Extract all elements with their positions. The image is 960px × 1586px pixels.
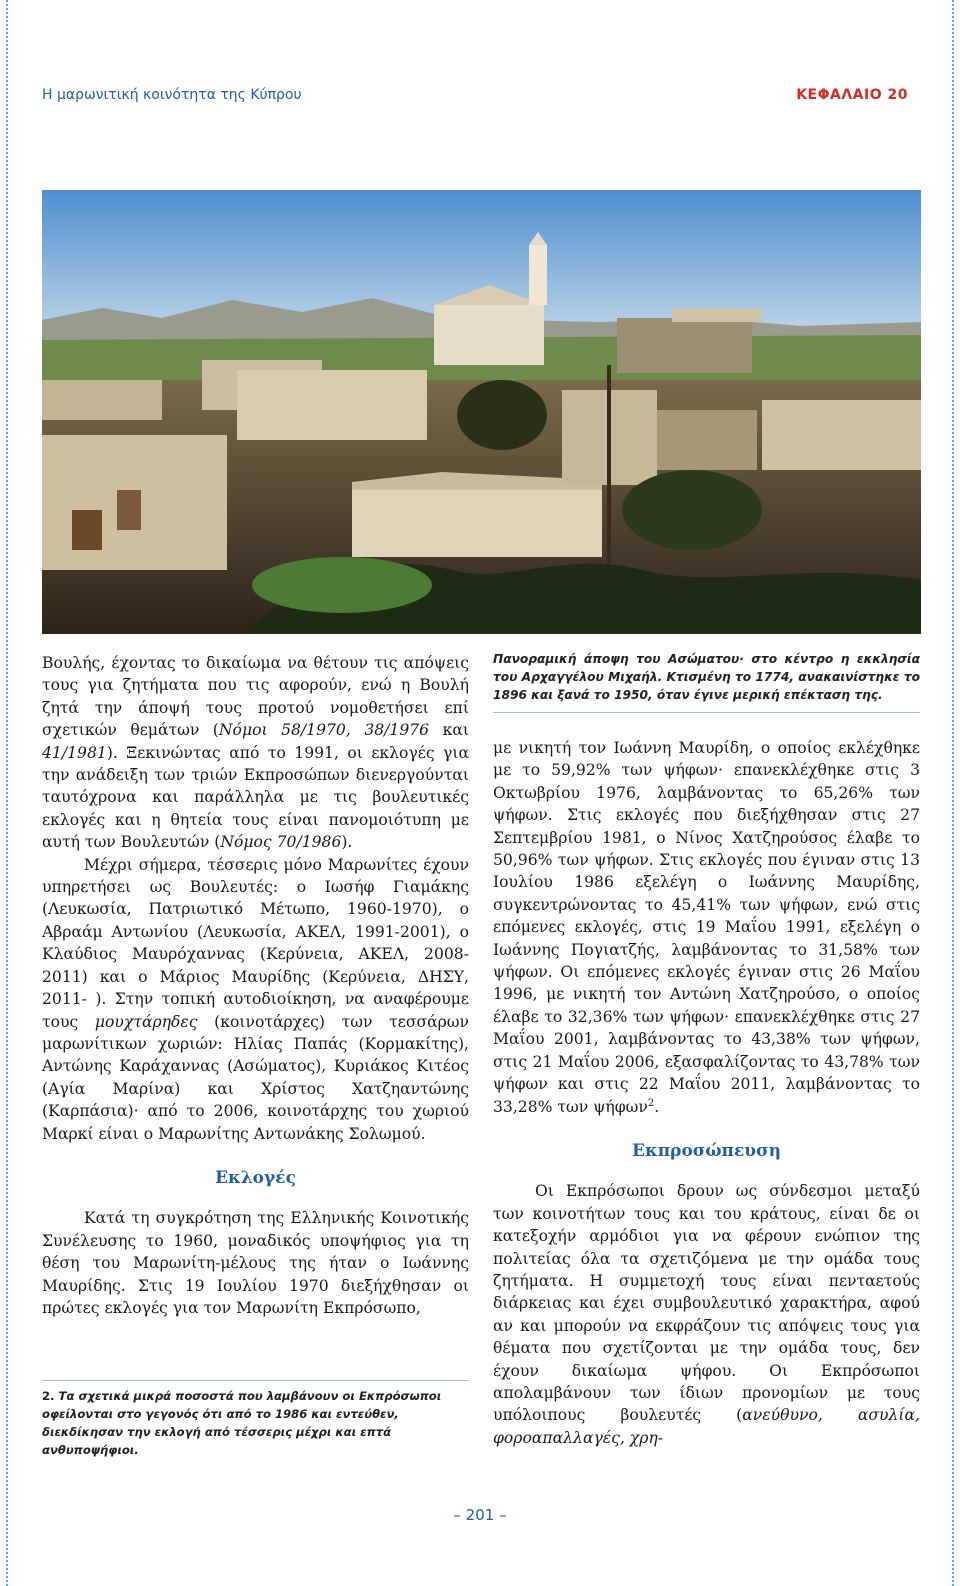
paragraph (42, 854, 469, 1145)
photo-caption: Πανοραμική άποψη του Ασώματου· στο κέντρο η εκκλησία του Αρχαγγέλου Μιχαήλ. Κτισμένη το 1774, ανακαινίστηκε το 1896 και ξανά το 1950, όταν έγινε μερική επέκταση της. (493, 652, 920, 702)
left-column (42, 652, 469, 1319)
page-number: – 201 – (453, 1506, 507, 1524)
emphasized-term: ανεύθυνο, ασυλία, φοροαπαλλαγές, χρη- (493, 1406, 920, 1447)
text-run: ). Ξεκινώντας από το 1991, οι εκλογές για την ανάδειξη των τριών Εκπροσώπων διενεργούνται ταυτόχρονα και παράλληλα με τις βουλευτικές εκλογές και η θητεία τους είναι πανομοιότυπη με αυτή των Βουλευτών ( (42, 743, 469, 852)
paragraph (493, 737, 920, 1118)
paragraph (42, 652, 469, 854)
law-reference: Νόμος 70/1986 (220, 833, 342, 852)
text-run: ). (341, 833, 353, 852)
village-panorama-photo (42, 190, 921, 634)
right-column (493, 737, 920, 1449)
section-heading-elections: Εκλογές (215, 1167, 296, 1188)
text-run: . (654, 1097, 660, 1116)
paragraph: Κατά τη συγκρότηση της Ελληνικής Κοινοτικής Συνέλευσης το 1960, μοναδικός υποψήφιος για τη θέση του Μαρωνίτη-μέλους της ήταν ο Ιωάννης Μαυρίδης. Στις 19 Ιουλίου 1970 διεξήχθησαν οι πρώτες εκλογές για τον Μαρωνίτη Εκπρόσωπο, (42, 1209, 469, 1317)
footnote (42, 1387, 469, 1459)
paragraph (493, 1180, 920, 1449)
text-run: και (429, 721, 470, 740)
text-run: Βουλής, έχοντας το δικαίωμα να θέτουν τις απόψεις τους για ζητήματα που τις αφορούν, ενώ η Βουλή ζητά την άποψή τους προτού νομοθετήσει επί σχετικών θεμάτων ( (42, 654, 469, 740)
page-border-left (6, 0, 8, 1586)
law-reference: Νόμοι 58/1970, 38/1976 (218, 721, 430, 740)
running-header-title: Η μαρωνιτική κοινότητα της Κύπρου (42, 87, 302, 103)
text-run: (κοινοτάρχες) των τεσσάρων μαρωνίτικων χωριών: Ηλίας Παπάς (Κορμακίτης), Αντώνης Καράχαννας (Ασώματος), Κυριάκος Κιτέος (Αγία Μαρίνα) και Χρίστος Χατζηαντώνης (Καρπάσια)· από το 2006, κοινοτάρχης του χωριού Μαρκί είναι ο Μαρωνίτης Αντωνάκης Σολωμού. (42, 1012, 469, 1143)
text-run: με νικητή τον Ιωάννη Μαυρίδη, ο οποίος εκλέχθηκε με το 59,92% των ψήφων· επανεκλέχθηκε στις 3 Οκτωβρίου 1976, λαμβάνοντας το 65,26% των ψήφων. Στις εκλογές που διεξήχθησαν στις 27 Σεπτεμβρίου 1981, ο Νίνος Χατζηρούσος έλαβε το 50,96% των ψήφων. Στις εκλογές που έγιναν στις 13 Ιουλίου 1986 εξελέγη ο Ιωάννης Μαυρίδης, συγκεντρώνοντας το 45,41% των ψήφων, ενώ στις επόμενες εκλογές, στις 19 Μαΐου 1991, εξελέγη ο Ιωάννης Πογιατζής, λαμβάνοντας το 31,58% των ψήφων. Οι επόμενες εκλογές έγιναν στις 26 Μαΐου 1996, με νικητή τον Αντώνη Χατζηρούσο, ο οποίος έλαβε το 32,36% των ψήφων· επανεκλέχθηκε στις 27 Μαΐου 2001, λαμβάνοντας το 43,38% των ψήφων, στις 21 Μαΐου 2006, εξασφαλίζοντας το 43,78% των ψήφων και στις 22 Μαΐου 2011, λαμβάνοντας το 33,28% των ψήφων (493, 739, 920, 1116)
footnote-text: Τα σχετικά μικρά ποσοστά που λαμβάνουν οι Εκπρόσωποι οφείλονται στο γεγονός ότι από το 1986 και εντεύθεν, διεκδίκησαν την εκλογή από τέσσερις μέχρι και επτά ανθυποψήφιοι. (42, 1389, 442, 1457)
text-run: Μέχρι σήμερα, τέσσερις μόνο Μαρωνίτες έχουν υπηρετήσει ως Βουλευτές: ο Ιωσήφ Γιαμάκης (Λευκωσία, Πατριωτικό Μέτωπο, 1960-1970), ο Αβραάμ Αντωνίου (Λευκωσία, ΑΚΕΛ, 1991-2001), ο Κλαύδιος Μαυρόχαννας (Κερύνεια, ΑΚΕΛ, 2008-2011) και ο Μάριος Μαυρίδης (Κερύνεια, ΔΗΣΥ, 2011- ). Στην τοπική αυτοδιοίκηση, να αναφέρουμε τους (42, 855, 469, 1031)
footnote-divider (42, 1380, 469, 1381)
page-border-right (952, 0, 954, 1586)
text-run: Οι Εκπρόσωποι δρουν ως σύνδεσμοι μεταξύ των κοινοτήτων τους και του κράτους, είναι δε οι κατεξοχήν αρμόδιοι για να φέρουν ενώπιον της πολιτείας όλα τα σχετιζόμενα με την ομάδα τους ζητήματα. Η συμμετοχή τους είναι πενταετούς διάρκειας και έχει συμβουλευτικό χαρακτήρα, αφού αν και μπορούν να εκφράζουν τις απόψεις τους για θέματα που σχετίζονται με την ομάδα τους, δεν έχουν δικαίωμα ψήφου. Οι Εκπρόσωποι απολαμβάνουν των ίδιων προνομίων με τους υπόλοιπους βουλευτές ( (493, 1182, 920, 1425)
footnote-number: 2. (42, 1389, 55, 1403)
section-heading-representation: Εκπροσώπευση (632, 1140, 781, 1161)
footnote-marker[interactable]: 2 (647, 1097, 655, 1109)
law-reference: 41/1981 (42, 743, 107, 762)
caption-divider (493, 712, 920, 713)
chapter-label: ΚΕΦΑΛΑΙΟ 20 (796, 87, 908, 103)
emphasized-term: μουχτάρηδες (94, 1012, 198, 1031)
